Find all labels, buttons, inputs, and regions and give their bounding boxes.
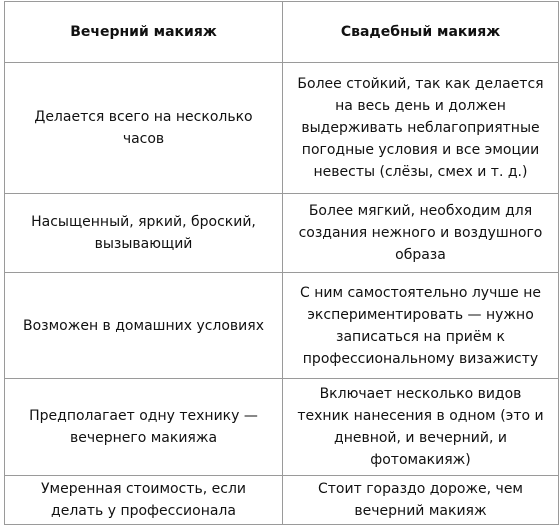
header-evening-makeup: Вечерний макияж (5, 2, 283, 63)
table-row (5, 379, 559, 476)
evening-cell: Умеренная стоимость, если делать у профессионала (5, 476, 283, 525)
table-header-row (5, 2, 559, 63)
table-row (5, 476, 559, 525)
table-row (5, 63, 559, 194)
evening-cell: Насыщенный, яркий, броский, вызывающий (5, 194, 283, 273)
wedding-cell: Более стойкий, так как делается на весь день и должен выдерживать неблагоприятные погодные условия и все эмоции невесты (слёзы, смех и т. д.) (283, 63, 559, 194)
evening-cell: Делается всего на несколько часов (5, 63, 283, 194)
table-row (5, 194, 559, 273)
table-row (5, 273, 559, 379)
wedding-cell: Стоит гораздо дороже, чем вечерний макияж (283, 476, 559, 525)
wedding-cell: С ним самостоятельно лучше не экспериментировать — нужно записаться на приём к профессиональному визажисту (283, 273, 559, 379)
wedding-cell: Включает несколько видов техник нанесения в одном (это и дневной, и вечерний, и фотомакияж) (283, 379, 559, 476)
evening-cell: Предполагает одну технику — вечернего макияжа (5, 379, 283, 476)
comparison-table (4, 1, 559, 525)
header-wedding-makeup: Свадебный макияж (283, 2, 559, 63)
evening-cell: Возможен в домашних условиях (5, 273, 283, 379)
wedding-cell: Более мягкий, необходим для создания нежного и воздушного образа (283, 194, 559, 273)
